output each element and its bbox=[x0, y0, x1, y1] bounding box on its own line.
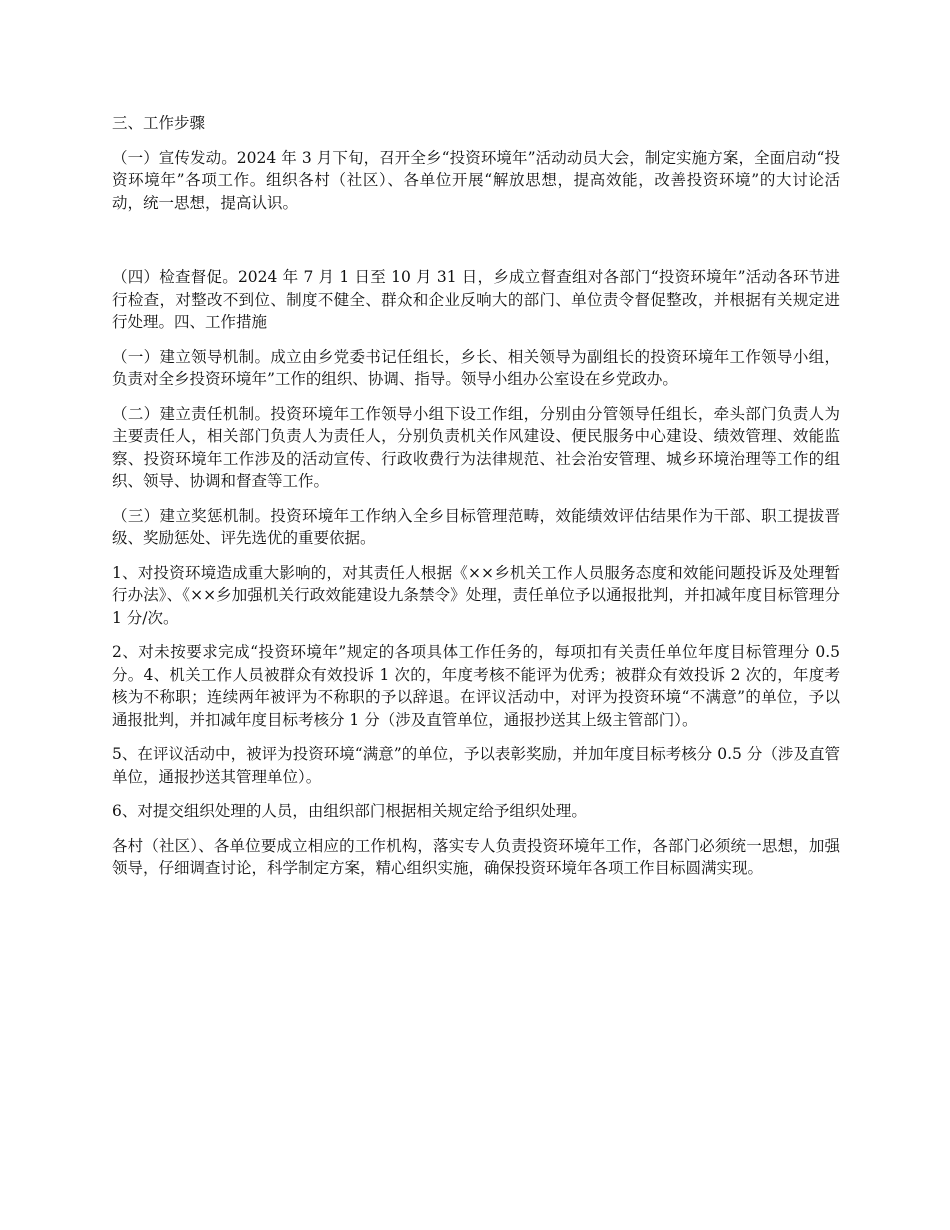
paragraph-inspection: （四）检查督促。2024 年 7 月 1 日至 10 月 31 日，乡成立督查组对各部门“投资环境年”活动各环节进行检查，对整改不到位、制度不健全、群众和企业反响大的部门、单位责令督促整改，并根据有关规定进行处理。四、工作措施 bbox=[112, 268, 840, 331]
paragraph-closing: 各村（社区）、各单位要成立相应的工作机构，落实专人负责投资环境年工作，各部门必须统一思想，加强领导，仔细调查讨论，科学制定方案，精心组织实施，确保投资环境年各项工作目标圆满实现。 bbox=[112, 836, 840, 877]
paragraph-item-5: 5、在评议活动中，被评为投资环境“满意”的单位，予以表彰奖励，并加年度目标考核分 0.5 分（涉及直管单位，通报抄送其管理单位）。 bbox=[112, 745, 840, 786]
paragraph-responsibility-mechanism: （二）建立责任机制。投资环境年工作领导小组下设工作组，分别由分管领导任组长，牵头部门负责人为主要责任人，相关部门负责人为责任人，分别负责机关作风建设、便民服务中心建设、绩效管理、效能监察、投资环境年工作涉及的活动宣传、行政收费行为法律规范、社会治安管理、城乡环境治理等工作的组织、领导、协调和督查等工作。 bbox=[112, 404, 840, 490]
paragraph-item-1: 1、对投资环境造成重大影响的，对其责任人根据《××乡机关工作人员服务态度和效能问题投诉及处理暂行办法》、《××乡加强机关行政效能建设九条禁令》处理，责任单位予以通报批判，并扣减年度目标管理分 1 分/次。 bbox=[112, 563, 840, 627]
document-page bbox=[112, 112, 840, 892]
blank-gap bbox=[112, 226, 840, 266]
paragraph-item-2: 2、对未按要求完成“投资环境年”规定的各项具体工作任务的，每项扣有关责任单位年度目标管理分 0.5 分。4、机关工作人员被群众有效投诉 1 次的，年度考核不能评为优秀；被群众有效投诉 2 次的，年度考核为不称职；连续两年被评为不称职的予以辞退。在评议活动中，对评为投资环境“不满意”的单位，予以通报批判，并扣减年度目标考核分 1 分（涉及直管单位，通报抄送其上级主管部门）。 bbox=[112, 643, 840, 729]
section-heading: 三、工作步骤 bbox=[112, 114, 206, 132]
paragraph-item-6: 6、对提交组织处理的人员，由组织部门根据相关规定给予组织处理。 bbox=[112, 802, 587, 820]
paragraph-publicity: （一）宣传发动。2024 年 3 月下旬，召开全乡“投资环境年”活动动员大会，制定实施方案，全面启动“投资环境年”各项工作。组织各村（社区）、各单位开展“解放思想，提高效能，改善投资环境”的大讨论活动，统一思想，提高认识。 bbox=[112, 148, 840, 212]
paragraph-leadership-mechanism: （一）建立领导机制。成立由乡党委书记任组长，乡长、相关领导为副组长的投资环境年工作领导小组，负责对全乡投资环境年”工作的组织、协调、指导。领导小组办公室设在乡党政办。 bbox=[112, 347, 840, 388]
paragraph-reward-punishment-mechanism: （三）建立奖惩机制。投资环境年工作纳入全乡目标管理范畴，效能绩效评估结果作为干部、职工提拔晋级、奖励惩处、评先选优的重要依据。 bbox=[112, 506, 840, 547]
